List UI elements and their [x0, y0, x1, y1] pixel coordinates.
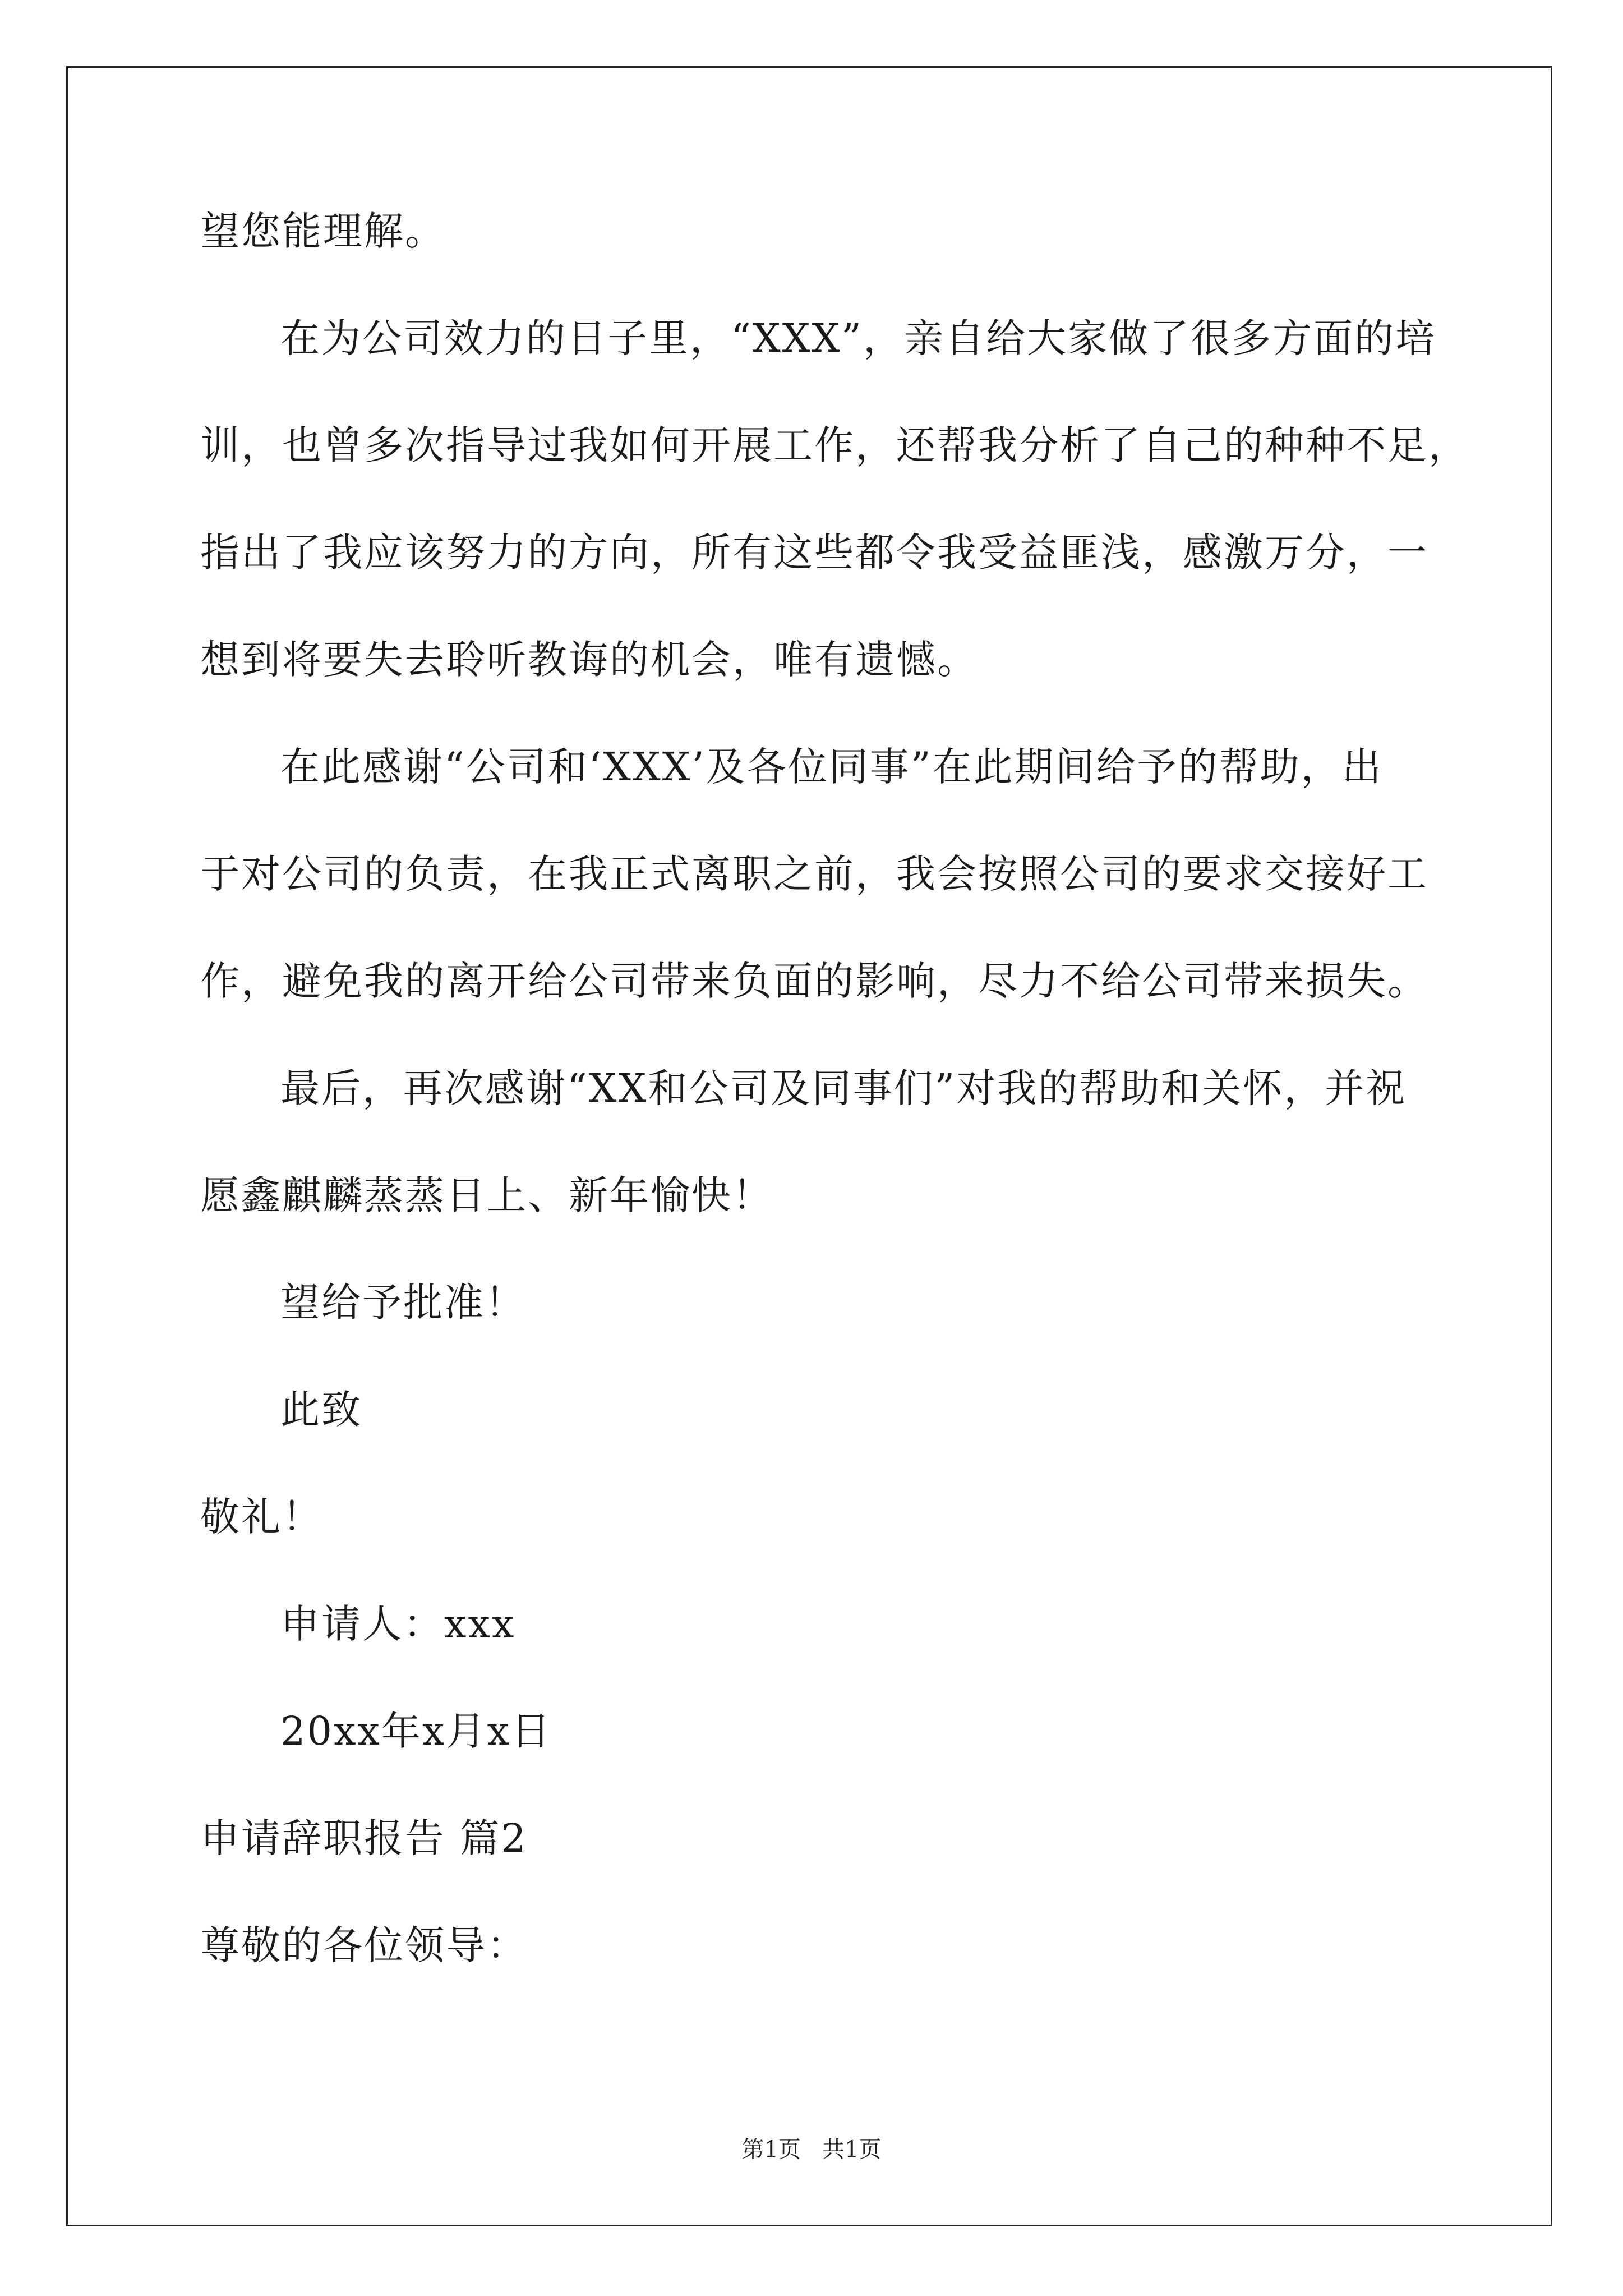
body-line-5: 想到将要失去聆听教诲的机会，唯有遗憾。	[200, 637, 978, 683]
body-line-11: 望给予批准！	[280, 1280, 526, 1326]
greeting-line: 尊敬的各位领导：	[200, 1922, 528, 1968]
closing-salutation: 此致	[280, 1387, 362, 1433]
body-line-8: 作，避免我的离开给公司带来负面的影响，尽力不给公司带来损失。	[200, 958, 1428, 1004]
body-line-2: 在为公司效力的日子里，“XXX”，亲自给大家做了很多方面的培	[280, 315, 1437, 361]
body-line-4: 指出了我应该努力的方向，所有这些都令我受益匪浅，感激万分，一	[200, 530, 1428, 576]
date-line: 20xx年x月x日	[280, 1708, 552, 1754]
applicant-line: 申请人：xxx	[280, 1601, 516, 1647]
closing-regards: 敬礼！	[200, 1494, 323, 1540]
body-line-3: 训，也曾多次指导过我如何开展工作，还帮我分析了自己的种种不足，	[200, 422, 1469, 468]
page-frame	[66, 66, 1552, 2226]
page-footer: 第1页 共1页	[741, 2137, 882, 2162]
body-line-7: 于对公司的负责，在我正式离职之前，我会按照公司的要求交接好工	[200, 851, 1428, 897]
body-line-6: 在此感谢“公司和‘XXX’及各位同事”在此期间给予的帮助，出	[280, 744, 1383, 790]
body-line-10: 愿鑫麒麟蒸蒸日上、新年愉快！	[200, 1172, 773, 1218]
body-line-9: 最后，再次感谢“XX和公司及同事们”对我的帮助和关怀，并祝	[280, 1065, 1407, 1111]
section-heading: 申请辞职报告 篇2	[200, 1815, 528, 1861]
body-line-1: 望您能理解。	[200, 208, 446, 254]
